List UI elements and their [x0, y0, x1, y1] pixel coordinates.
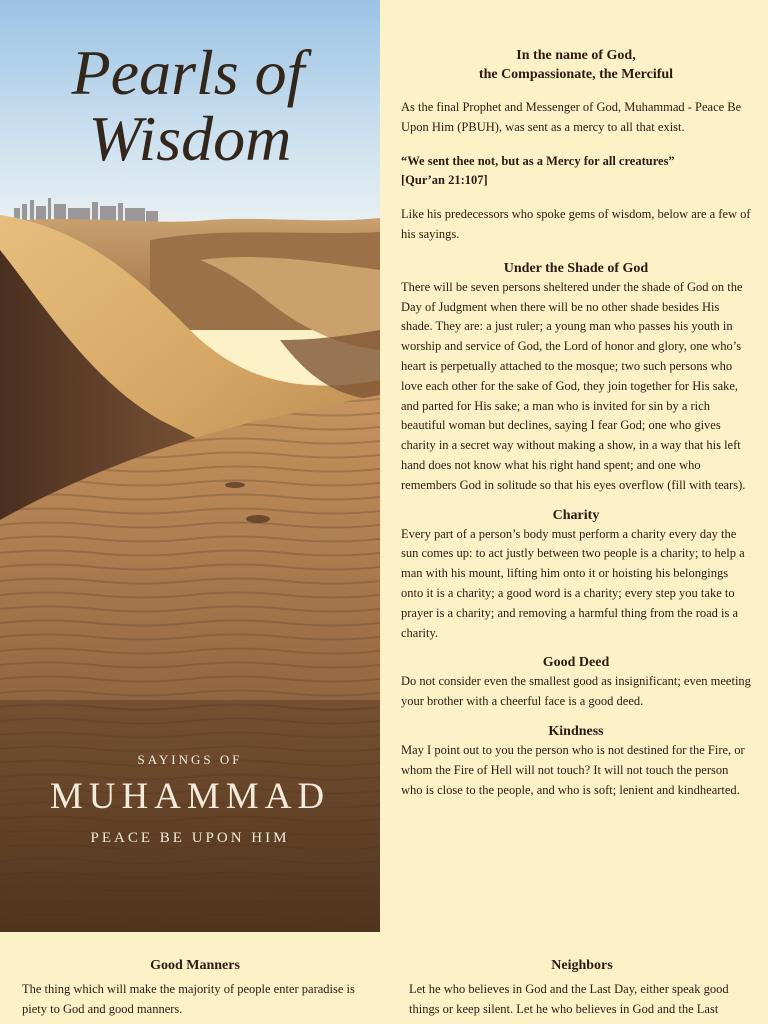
good-manners-heading: Good Manners: [150, 958, 240, 973]
shade-text: There will be seven persons sheltered under the shade of God on the Day of Judgment when there will be no other shade besides His shade. They are: a just ruler; a young man who passes his youth in worship and service of God, the Lord of honor and glory, one who’s heart is perpetually attached to the mosque; two such persons who love each other for the sake of God, they join together for His sake, and parted for His sake; a man who is invited for sin by a rich beautiful woman but declines, saying I fear God; one who gives charity in a secret way without making a show, in a way that his left hand does not know what his right hand spent; and one who remembers God in solitude so that his eyes overflow (fill with tears).: [401, 279, 746, 492]
cover-title: [0, 37, 380, 174]
neighbors-text: Let he who believes in God and the Last Day, either speak good things or keep silent. Let he who believes in God and the Last: [409, 982, 729, 1016]
shade-heading: Under the Shade of God: [503, 260, 649, 276]
cover-title-line2: Wisdom: [88, 103, 292, 174]
kindness-text: May I point out to you the person who is not destined for the Fire, or whom the Fire of Hell will not touch? It will not touch the person who is close to the people, and who is soft; lenient and kindhearted.: [401, 742, 745, 797]
cover-title-line1: Pearls of: [71, 37, 305, 108]
sayings-of-label: SAYINGS OF: [137, 752, 243, 767]
bottom-strip: [0, 932, 768, 1024]
text-column: [401, 46, 751, 800]
bismillah-line2: the Compassionate, the Merciful: [478, 67, 674, 82]
predecessors-paragraph: Like his predecessors who spoke gems of wisdom, below are a few of his sayings.: [401, 207, 751, 241]
intro-paragraph: As the final Prophet and Messenger of God, Muhammad - Peace Be Upon Him (PBUH), was sent as a mercy to all that exist.: [401, 100, 742, 134]
pbuh-label: PEACE BE UPON HIM: [90, 830, 290, 846]
kindness-heading: Kindness: [548, 723, 604, 739]
good-deed-heading: Good Deed: [542, 655, 610, 671]
neighbors-section: [409, 956, 755, 1020]
charity-heading: Charity: [552, 507, 600, 523]
neighbors-heading: Neighbors: [551, 958, 613, 973]
good-manners-section: [22, 956, 368, 1020]
quran-reference: [Qur’an 21:107]: [401, 173, 488, 188]
bismillah-line1: In the name of God,: [516, 48, 636, 63]
charity-text: Every part of a person’s body must perform a charity every day the sun comes up: to act justly between two people is a charity; to help a man with his mount, lifting him onto it or hoisting his belongings onto it is a charity; a good word is a charity; every step you take to prayer is a charity; and removing a harmful thing from the road is a charity.: [401, 526, 745, 640]
muhammad-title: MUHAMMAD: [49, 776, 331, 817]
good-manners-text: The thing which will make the majority of people enter paradise is piety to God and good manners.: [22, 982, 355, 1016]
good-deed-text: Do not consider even the smallest good as insignificant; even meeting your brother with a cheerful face is a good deed.: [401, 674, 751, 709]
quran-quote: “We sent thee not, but as a Mercy for all creatures”: [401, 153, 675, 168]
cover-panel: [0, 0, 380, 932]
